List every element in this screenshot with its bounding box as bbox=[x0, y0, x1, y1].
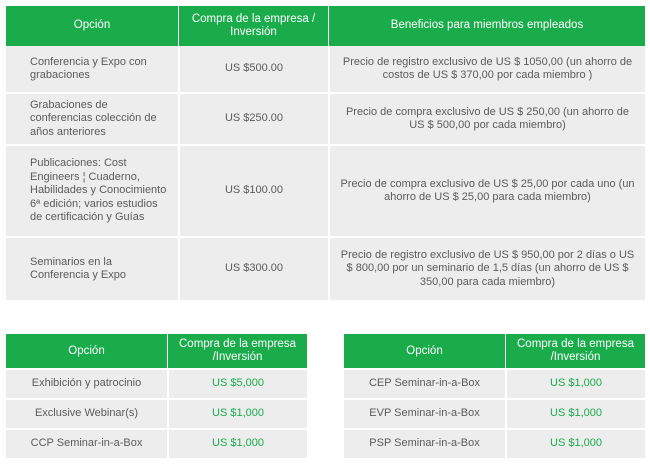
header-investment: Compra de la empresa /Inversión bbox=[505, 334, 645, 368]
row-option: Conferencia y Expo con grabaciones bbox=[6, 46, 178, 92]
table-row bbox=[6, 430, 307, 458]
row-option: Seminarios en la Conferencia y Expo bbox=[6, 236, 178, 300]
row-benefit: Precio de registro exclusivo de US $ 1050,00 (un ahorro de costos de US $ 370,00 por cada miembro ) bbox=[328, 46, 645, 92]
row-option: Exclusive Webinar(s) bbox=[6, 400, 167, 428]
row-option: PSP Seminar-in-a-Box bbox=[344, 430, 505, 458]
row-price: US $1,000 bbox=[505, 370, 645, 398]
header-option: Opción bbox=[6, 334, 167, 368]
table-row bbox=[6, 144, 645, 236]
header-benefits: Beneficios para miembros empleados bbox=[328, 6, 645, 46]
row-price: US $1,000 bbox=[505, 400, 645, 428]
row-option: Exhibición y patrocinio bbox=[6, 370, 167, 398]
row-benefit: Precio de compra exclusivo de US $ 250,00 (un ahorro de US $ 500,00 por cada miembro) bbox=[328, 92, 645, 144]
row-benefit: Precio de compra exclusivo de US $ 25,00 por cada uno (un ahorro de US $ 25,00 para cada miembro) bbox=[328, 144, 645, 236]
table-header bbox=[6, 334, 307, 368]
table-row bbox=[344, 400, 645, 428]
sponsorship-table bbox=[6, 334, 307, 458]
row-price: US $1,000 bbox=[167, 400, 307, 428]
table-row bbox=[6, 92, 645, 144]
row-option: Grabaciones de conferencias colección de años anteriores bbox=[6, 92, 178, 144]
row-option: EVP Seminar-in-a-Box bbox=[344, 400, 505, 428]
seminar-box-table bbox=[344, 334, 645, 458]
table-row bbox=[6, 236, 645, 300]
table-row bbox=[344, 430, 645, 458]
row-price: US $1,000 bbox=[167, 430, 307, 458]
header-option: Opción bbox=[6, 6, 178, 46]
row-price: US $1,000 bbox=[505, 430, 645, 458]
row-price: US $500.00 bbox=[178, 46, 328, 92]
benefits-table bbox=[6, 6, 645, 300]
table-header bbox=[344, 334, 645, 368]
table-row bbox=[344, 370, 645, 398]
header-investment: Compra de la empresa /Inversión bbox=[167, 334, 307, 368]
row-option: CCP Seminar-in-a-Box bbox=[6, 430, 167, 458]
row-option: Publicaciones: Cost Engineers ¦ Cuaderno, Habilidades y Conocimiento 6ª edición; varios estudios de certificación y Guías bbox=[6, 144, 178, 236]
table-row bbox=[6, 400, 307, 428]
row-price: US $250.00 bbox=[178, 92, 328, 144]
row-price: US $100.00 bbox=[178, 144, 328, 236]
table-row bbox=[6, 370, 307, 398]
row-option: CEP Seminar-in-a-Box bbox=[344, 370, 505, 398]
table-row bbox=[6, 46, 645, 92]
row-benefit: Precio de registro exclusivo de US $ 950,00 por 2 días o US $ 800,00 por un seminario de 1,5 días (un ahorro de US $ 350,00 para cada miembro) bbox=[328, 236, 645, 300]
header-investment: Compra de la empresa / Inversión bbox=[178, 6, 328, 46]
row-price: US $300.00 bbox=[178, 236, 328, 300]
row-price: US $5,000 bbox=[167, 370, 307, 398]
table-header bbox=[6, 6, 645, 46]
header-option: Opción bbox=[344, 334, 505, 368]
